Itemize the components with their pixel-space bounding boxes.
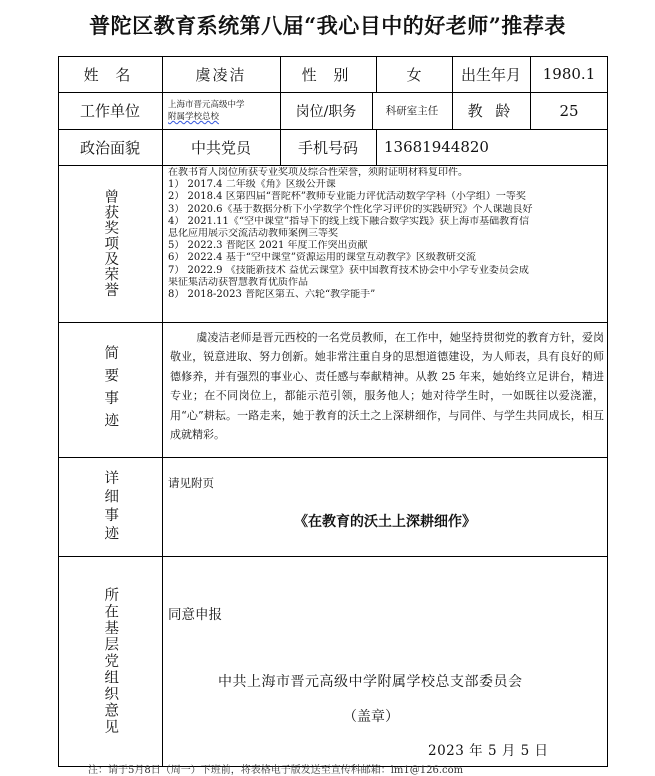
- list-item: 5） 2022.3 普陀区 2021 年度工作突出贡献: [168, 240, 368, 252]
- position-value: 科研室主任: [385, 105, 439, 117]
- list-item: 2） 2018.4 区第四届“普陀杯”教师专业能力评优活动数学学科（小学组）一等奖: [168, 191, 526, 203]
- footnote: 注：请于5月8日（周一）下班前，将表格电子版发送至宣传科邮箱：lm1@126.com: [88, 765, 464, 776]
- list-item: 3） 2020.6《基于数据分析下小学数学个性化学习评价的实践研究》个人课题良好: [168, 203, 533, 215]
- form-title: [0, 10, 655, 40]
- workplace-line-1: 上海市晋元高级中学: [168, 100, 245, 110]
- list-item: 4） 2021.11《“空中课堂”指导下的线上线下融合数学实践》获上海市基础教育信: [168, 215, 530, 227]
- list-item: 8） 2018-2023 普陀区第五、六轮“教学能手”: [168, 289, 376, 301]
- gender-label: 性 别: [301, 65, 355, 84]
- workplace-label: 工作单位: [79, 102, 140, 120]
- opinion-label-cell: [58, 556, 162, 766]
- seal-note: （盖章）: [343, 709, 399, 725]
- name-label: 姓 名: [83, 65, 137, 84]
- opinion-label: 所在基层党组织意见: [102, 586, 119, 736]
- summary-label: 简要事迹: [102, 344, 119, 435]
- birth-value: 1980.1: [542, 65, 596, 83]
- workplace-line-2: [168, 111, 219, 123]
- summary-label-cell: [58, 322, 162, 457]
- agree-text: 同意申报: [168, 607, 222, 623]
- honors-note: 在教书育人岗位所获专业奖项及综合性荣誉，须附证明材料复印件。: [168, 167, 468, 178]
- sign-date: 2023 年 5 月 5 日: [428, 743, 549, 759]
- detail-reference: 请见附页: [168, 476, 214, 490]
- phone-label: 手机号码: [297, 138, 358, 157]
- list-item: 息化应用展示交流活动教师案例三等奖: [168, 228, 338, 240]
- list-item: 1） 2017.4 二年级《角》区级公开课: [168, 179, 336, 191]
- essay-title: 《在教育的沃土上深耕细作》: [294, 514, 476, 530]
- honors-list: [162, 167, 608, 321]
- political-label: 政治面貌: [79, 138, 140, 157]
- form-title-text: 普陀区教育系统第八届“我心目中的好老师”推荐表: [89, 13, 566, 38]
- gender-value: 女: [406, 65, 422, 84]
- honors-label-cell: [58, 165, 162, 322]
- summary-text: 虞凌洁老师是晋元西校的一名党员教师，在工作中，她坚持贯彻党的教育方针，爱岗敬业，锐意进取、努力创新。她非常注重自身的思想道德建设，为人师表，具有良好的师德修养，并有强烈的事业心、责任感与奉献精神。从教 25 年来，她始终立足讲台，精进专业；在不同岗位上，都能示范引领，服务他人；她对待学生时，一如既往以爱浇灌，用“心”耕耘。一路走来，她于教育的沃土之上深耕细作，与同伴、与学生共同成长，相互成就精彩。: [170, 331, 604, 442]
- detail-label-cell: [58, 457, 162, 556]
- honors-label: 曾获奖项及荣誉: [102, 189, 119, 298]
- organization-name: 中共上海市晋元高级中学附属学校总支部委员会: [218, 674, 523, 690]
- workplace-line-2-text: 附属学校总校: [168, 112, 220, 122]
- political-value: 中共党员: [190, 138, 251, 157]
- birth-label: 出生年月: [460, 65, 521, 84]
- years-value: 25: [559, 101, 579, 120]
- list-item: 7） 2022.9 《技能新技术 益优云课堂》获中国教育技术协会中小学专业委员会成: [168, 264, 529, 276]
- years-label: 教 龄: [467, 102, 515, 120]
- workplace-value: [162, 94, 280, 128]
- detail-label: 详细事迹: [102, 469, 119, 544]
- list-item: 6） 2022.4 基于“空中课堂”资源运用的课堂互动教学》区级教研交流: [168, 252, 476, 264]
- list-item: 果征集活动获智慧教育优质作品: [168, 276, 308, 288]
- phone-value: 13681944820: [384, 138, 489, 156]
- position-label: 岗位/职务: [295, 103, 357, 120]
- recommendation-table: [58, 56, 608, 767]
- name-value: 虞凌洁: [195, 65, 247, 84]
